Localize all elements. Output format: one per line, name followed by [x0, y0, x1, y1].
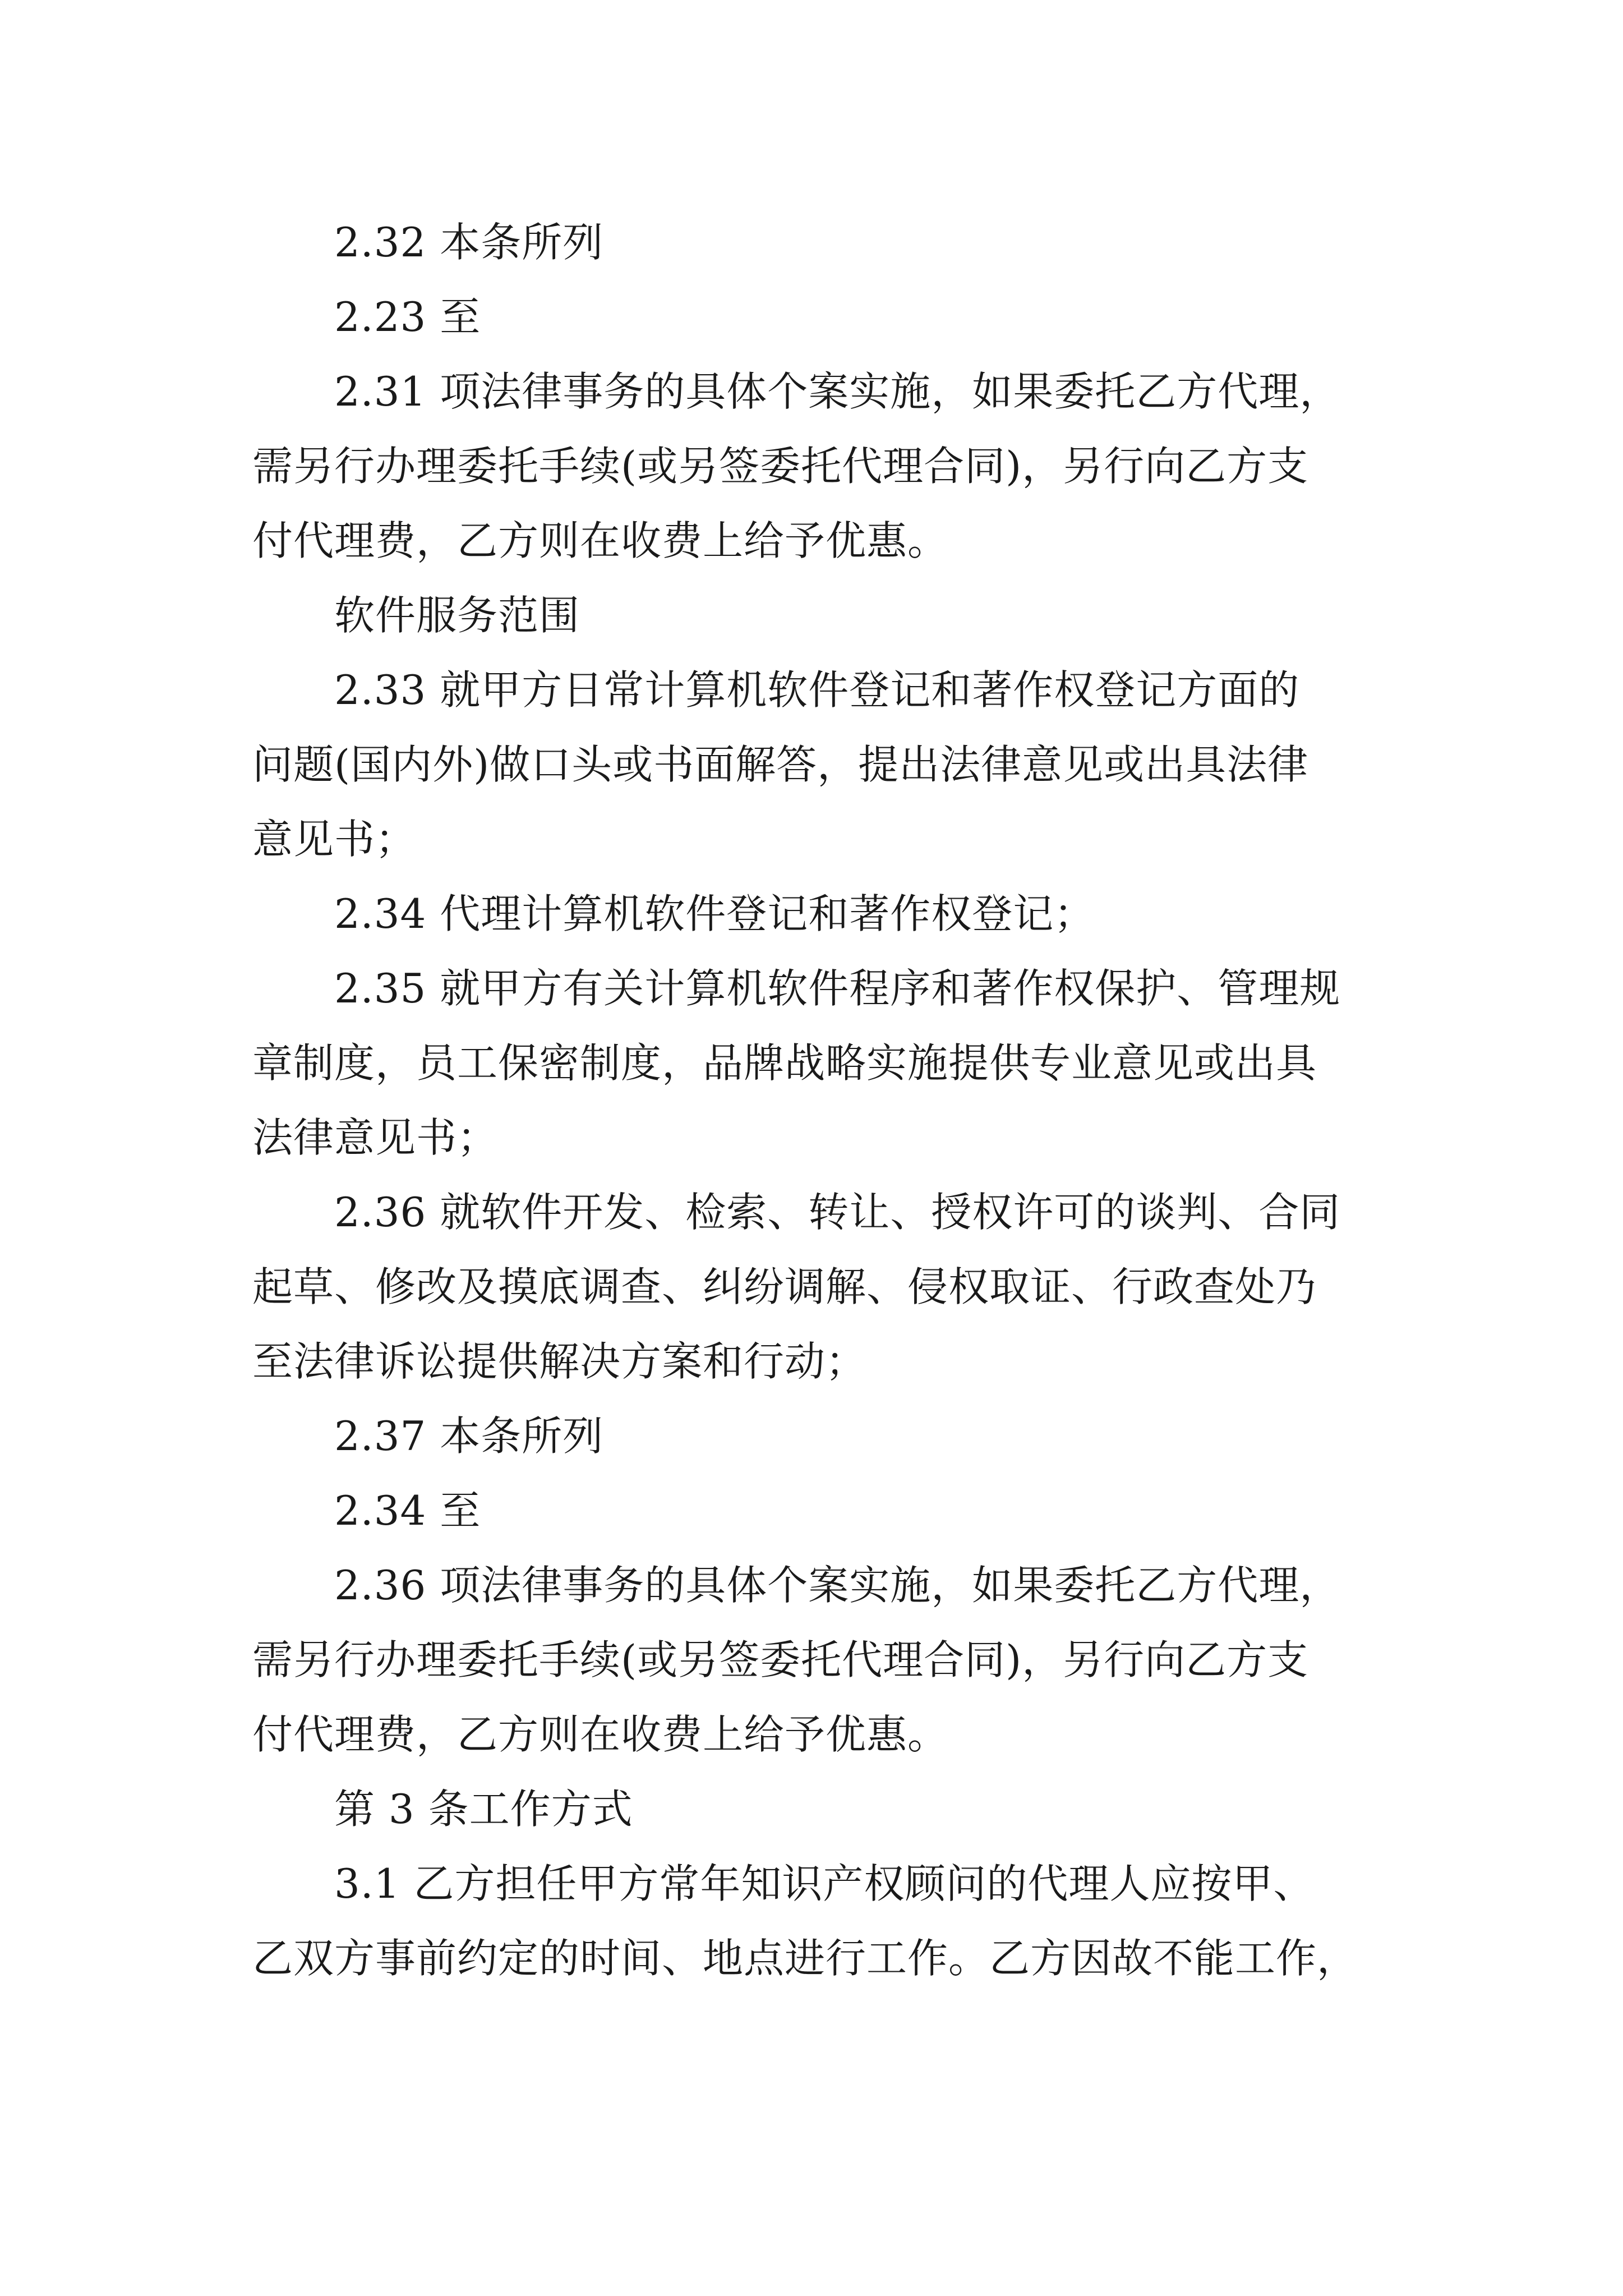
clause-2-36-line-3: 至法律诉讼提供解决方案和行动； [252, 1338, 867, 1385]
clause-2-33-line-1: 2.33 就甲方日常计算机软件登记和著作权登记方面的 [334, 666, 1300, 714]
clause-2-33-line-3: 意见书； [252, 816, 417, 863]
clause-2-32-heading: 2.32 本条所列 [334, 219, 604, 266]
clause-2-33-line-2: 问题(国内外)做口头或书面解答，提出法律意见或出具法律 [252, 741, 1309, 788]
clause-2-35-line-2: 章制度，员工保密制度，品牌战略实施提供专业意见或出具 [252, 1039, 1317, 1087]
clause-2-31-line-1: 2.31 项法律事务的具体个案实施，如果委托乙方代理， [334, 368, 1341, 415]
clause-2-31-line-3: 付代理费，乙方则在收费上给予优惠。 [252, 517, 949, 564]
article-3-heading: 第 3 条工作方式 [334, 1786, 633, 1833]
clause-3-1-line-2: 乙双方事前约定的时间、地点进行工作。乙方因故不能工作， [252, 1935, 1358, 1982]
clause-2-36-line-2: 起草、修改及摸底调查、纠纷调解、侵权取证、行政查处乃 [252, 1263, 1317, 1310]
clause-2-36-impl-line-1: 2.36 项法律事务的具体个案实施，如果委托乙方代理， [334, 1562, 1341, 1609]
clause-2-35-line-1: 2.35 就甲方有关计算机软件程序和著作权保护、管理规 [334, 965, 1341, 1012]
clause-2-37-heading: 2.37 本条所列 [334, 1412, 604, 1460]
clause-2-34: 2.34 代理计算机软件登记和著作权登记； [334, 890, 1095, 937]
clause-2-35-line-3: 法律意见书； [252, 1114, 499, 1161]
clause-2-36-line-1: 2.36 就软件开发、检索、转让、授权许可的谈判、合同 [334, 1189, 1341, 1236]
clause-2-31-line-2: 需另行办理委托手续(或另签委托代理合同)，另行向乙方支 [252, 443, 1309, 490]
clause-3-1-line-1: 3.1 乙方担任甲方常年知识产权顾问的代理人应按甲、 [334, 1860, 1315, 1907]
clause-2-36-impl-line-2: 需另行办理委托手续(或另签委托代理合同)，另行向乙方支 [252, 1636, 1309, 1683]
clause-2-36-impl-line-3: 付代理费，乙方则在收费上给予优惠。 [252, 1711, 949, 1758]
section-heading-software-services: 软件服务范围 [334, 592, 580, 639]
clause-2-34-reference: 2.34 至 [334, 1487, 481, 1534]
clause-2-23-heading: 2.23 至 [334, 293, 481, 341]
